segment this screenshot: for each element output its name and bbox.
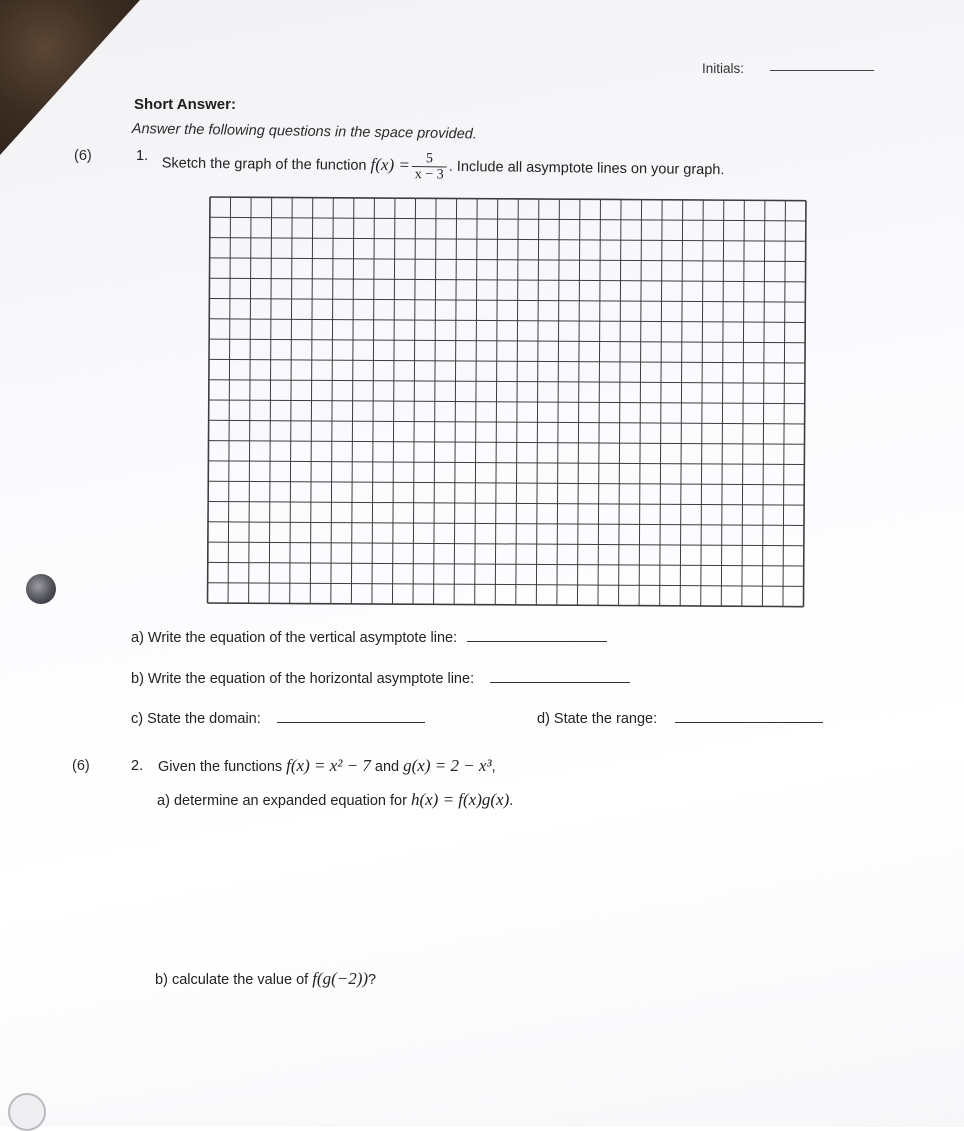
q2b-text: calculate the value of (171, 972, 309, 988)
q1a-text: a) Write the equation of the vertical asymptote line: (131, 630, 458, 646)
q2-comma: , (491, 759, 496, 775)
grid-horizontal-line (209, 441, 805, 445)
q1-prompt-after: . Include all asymptote lines on your graph. (448, 158, 725, 179)
grid-horizontal-line (210, 238, 806, 242)
grid-horizontal-line (209, 359, 805, 363)
q2a-period: . (509, 793, 514, 809)
q2a-label: a) (157, 793, 170, 809)
q2b-label: b) (155, 972, 168, 988)
section-instructions: Answer the following questions in the space provided. (131, 121, 477, 143)
grid-horizontal-line (208, 461, 804, 465)
q1c-prompt (131, 711, 425, 727)
binder-hole-icon (26, 574, 56, 604)
binder-hole-icon (8, 1093, 46, 1131)
q1-function-numerator: 5 (412, 151, 447, 167)
q1-prompt-before: Sketch the graph of the function (161, 155, 367, 174)
q1a-prompt (131, 630, 607, 646)
grid-horizontal-line (208, 603, 804, 607)
q2-f-expression: f(x) = x² − 7 (286, 756, 371, 775)
q2b-expression: f(g(−2)) (312, 969, 369, 988)
section-title: Short Answer: (134, 96, 236, 113)
q2-prompt-before: Given the functions (158, 759, 283, 775)
q1-function-fraction (412, 151, 447, 182)
q1-points: (6) (74, 148, 92, 164)
grid-horizontal-line (210, 258, 806, 262)
grid-horizontal-line (209, 299, 805, 303)
q2a-prompt (157, 790, 513, 810)
grid-horizontal-line (209, 400, 805, 404)
q1d-prompt (537, 711, 823, 727)
grid-horizontal-line (208, 522, 804, 526)
graph-grid-svg (207, 196, 807, 608)
graph-grid[interactable] (206, 196, 807, 613)
grid-horizontal-line (208, 583, 804, 587)
q1a-answer-blank[interactable] (467, 631, 607, 642)
q1-number: 1. (136, 148, 149, 164)
grid-horizontal-line (209, 278, 805, 282)
q1c-answer-blank[interactable] (277, 712, 425, 723)
grid-horizontal-line (209, 319, 805, 323)
grid-horizontal-line (209, 420, 805, 424)
grid-horizontal-line (209, 380, 805, 384)
q1-function-denominator: x − 3 (414, 167, 444, 183)
grid-horizontal-line (208, 542, 804, 546)
q2b-question-mark: ? (368, 972, 377, 988)
q1c-text: c) State the domain: (131, 711, 261, 727)
q1-function-lhs: f(x) = (370, 154, 411, 175)
grid-horizontal-line (208, 562, 804, 566)
q2b-prompt (155, 969, 376, 989)
grid-horizontal-line (208, 481, 804, 485)
initials-blank[interactable] (770, 70, 874, 71)
q1b-text: b) Write the equation of the horizontal asymptote line: (131, 671, 475, 687)
q2-points: (6) (72, 758, 90, 774)
grid-horizontal-line (209, 339, 805, 343)
q2a-expression: h(x) = f(x)g(x) (410, 790, 510, 809)
grid-horizontal-line (208, 502, 804, 506)
q2-and: and (374, 759, 400, 775)
q2-number: 2. (131, 758, 144, 774)
q2-prompt (158, 756, 496, 776)
q1b-prompt (131, 671, 630, 687)
q1d-text: d) State the range: (537, 711, 658, 727)
q1d-answer-blank[interactable] (675, 712, 823, 723)
q2a-text: determine an expanded equation for (173, 793, 407, 809)
q2-g-expression: g(x) = 2 − x³ (403, 756, 492, 775)
q1b-answer-blank[interactable] (490, 672, 630, 683)
initials-label: Initials: (702, 61, 745, 76)
grid-horizontal-line (210, 217, 806, 221)
